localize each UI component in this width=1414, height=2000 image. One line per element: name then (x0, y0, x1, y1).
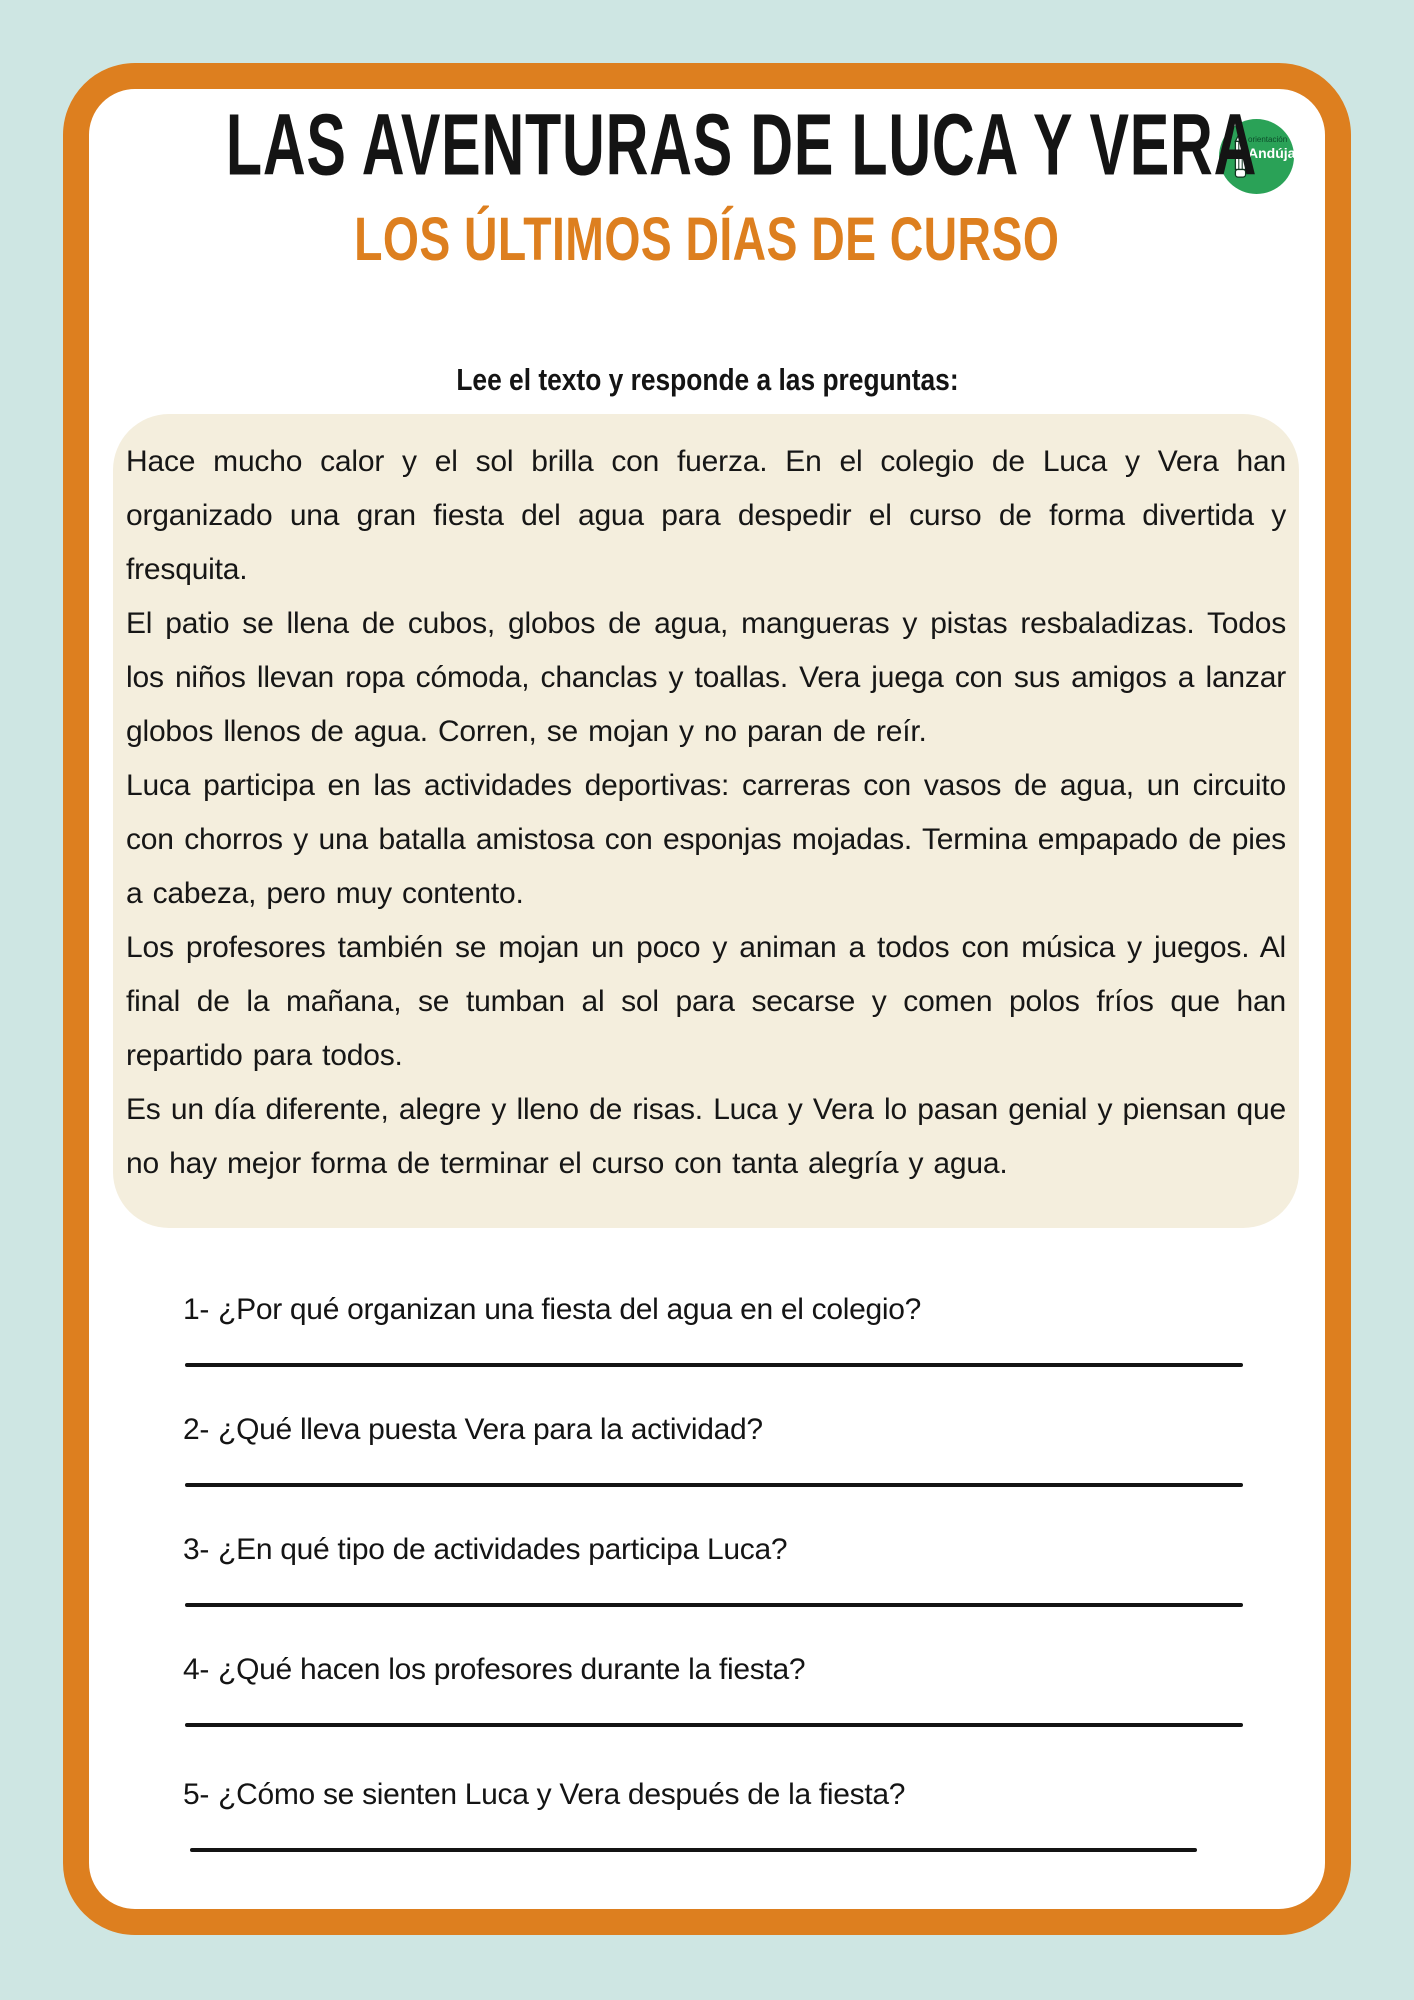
question-4-text (183, 1650, 1258, 1690)
page-subtitle (63, 204, 1351, 274)
question-1-label: ¿Por qué organizan una fiesta del agua en el colegio? (218, 1293, 922, 1326)
question-4-number: 4- (183, 1653, 210, 1686)
question-3-text (183, 1530, 1258, 1570)
question-1 (183, 1290, 1258, 1367)
question-2-number: 2- (183, 1413, 210, 1446)
brand-logo-line2: Andújar (1248, 145, 1301, 161)
question-3-number: 3- (183, 1533, 210, 1566)
question-5-label: ¿Cómo se sienten Luca y Vera después de la fiesta? (218, 1778, 906, 1811)
question-3 (183, 1530, 1258, 1607)
question-1-text (183, 1290, 1258, 1330)
question-5-number: 5- (183, 1778, 210, 1811)
answer-line-4 (185, 1723, 1243, 1727)
question-2 (183, 1410, 1258, 1487)
question-5-text (183, 1775, 1258, 1815)
passage-paragraph-1: Hace mucho calor y el sol brilla con fuerza. En el colegio de Luca y Vera han organizado una gran fiesta del agua para despedir el curso de forma divertida y fresquita. (126, 445, 1286, 586)
passage-paragraph-4: Los profesores también se mojan un poco y animan a todos con música y juegos. Al final de la mañana, se tumban al sol para secarse y comen polos fríos que han repartido para todos. (126, 931, 1286, 1072)
question-2-label: ¿Qué lleva puesta Vera para la actividad? (218, 1413, 763, 1446)
reading-passage (113, 414, 1299, 1228)
passage-paragraph-3: Luca participa en las actividades deportivas: carreras con vasos de agua, un circuito con chorros y una batalla amistosa con esponjas mojadas. Termina empapado de pies a cabeza, pero muy contento. (126, 769, 1286, 910)
page-title (63, 94, 1351, 194)
instruction (63, 362, 1351, 398)
question-3-label: ¿En qué tipo de actividades participa Luca? (218, 1533, 788, 1566)
brand-logo-line1: orientación (1248, 135, 1288, 144)
page-title-text: LAS AVENTURAS DE LUCA Y VERA (225, 95, 1258, 194)
page-subtitle-text: LOS ÚLTIMOS DÍAS DE CURSO (354, 205, 1060, 274)
question-4 (183, 1650, 1258, 1727)
answer-line-2 (185, 1483, 1243, 1487)
passage-paragraph-5: Es un día diferente, alegre y lleno de risas. Luca y Vera lo pasan genial y piensan que no hay mejor forma de terminar el curso con tanta alegría y agua. (126, 1093, 1286, 1180)
answer-line-3 (185, 1603, 1243, 1607)
question-2-text (183, 1410, 1258, 1450)
answer-line-5 (190, 1848, 1197, 1852)
instruction-text: Lee el texto y responde a las preguntas: (455, 362, 959, 397)
question-5 (183, 1775, 1258, 1852)
passage-paragraph-2: El patio se llena de cubos, globos de agua, mangueras y pistas resbaladizas. Todos los niños llevan ropa cómoda, chanclas y toallas. Vera juega con sus amigos a lanzar globos llenos de agua. Corren, se mojan y no paran de reír. (126, 607, 1286, 748)
answer-line-1 (185, 1363, 1243, 1367)
question-4-label: ¿Qué hacen los profesores durante la fiesta? (218, 1653, 806, 1686)
question-1-number: 1- (183, 1293, 210, 1326)
